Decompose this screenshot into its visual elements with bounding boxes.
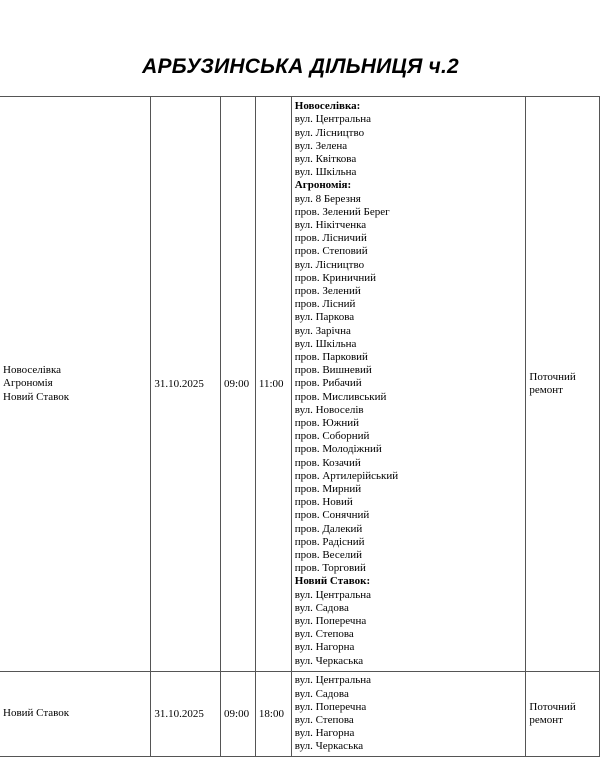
work-type-line: Поточний	[529, 700, 576, 713]
work-type-line: ремонт	[529, 384, 563, 396]
street-item: пров. Артилерійський	[294, 469, 399, 482]
settlement-name: Агрономія	[3, 377, 53, 390]
page-title: АРБУЗИНСЬКА ДІЛЬНИЦЯ ч.2	[142, 55, 459, 78]
street-item: пров. Молодіжний	[294, 443, 382, 456]
street-item: вул. Поперечна	[294, 615, 367, 628]
street-item: пров. Вишневий	[294, 364, 372, 377]
street-item: вул. Степова	[294, 714, 354, 726]
street-item: вул. Поперечна	[294, 700, 367, 713]
street-item: пров. Лісний	[294, 298, 356, 311]
street-item: пров. Веселий	[294, 549, 363, 562]
settlements-cell	[0, 672, 151, 757]
end-time-cell: 11:00	[255, 97, 291, 672]
settlements-cell	[0, 97, 151, 672]
work-type-line: Поточний	[529, 370, 576, 383]
street-item: вул. Паркова	[294, 311, 355, 324]
street-item: пров. Радісний	[294, 535, 365, 548]
street-item: вул. Квіткова	[294, 152, 357, 165]
street-item: пров. Рибачий	[294, 377, 362, 390]
street-item: вул. Центральна	[294, 588, 371, 601]
settlement-group-heading: Агрономія:	[294, 179, 352, 192]
street-item: пров. Лісничий	[294, 232, 367, 245]
street-item: пров. Новий	[294, 496, 353, 509]
table-row	[0, 672, 600, 757]
street-item: вул. Лісництво	[294, 126, 365, 139]
settlement-name: Новий Ставок	[3, 707, 70, 720]
settlement-group-heading: Новоселівка:	[294, 100, 361, 113]
street-item: пров. Далекий	[294, 522, 363, 535]
street-item: вул. Шкільна	[294, 337, 357, 350]
settlement-name: Новоселівка	[3, 364, 62, 377]
street-item: вул. Зарічна	[294, 324, 351, 337]
street-item: вул. Степова	[294, 628, 354, 641]
end-time-cell: 18:00	[255, 672, 291, 757]
street-item: пров. Парковий	[294, 350, 368, 363]
street-item: вул. Садова	[294, 687, 349, 700]
street-item: вул. Зелена	[294, 139, 348, 152]
start-time-cell: 09:00	[221, 672, 256, 757]
start-time-cell: 09:00	[221, 97, 256, 672]
street-item: пров. Южний	[294, 417, 360, 429]
street-item: вул. Нагорна	[294, 641, 355, 654]
street-item: пров. Зелений	[294, 284, 361, 297]
street-item: пров. Зелений Берег	[294, 205, 390, 218]
work-type-cell	[526, 97, 600, 672]
outage-schedule-table	[0, 96, 600, 757]
street-item: пров. Степовий	[294, 245, 368, 258]
settlement-group-heading: Новий Ставок:	[294, 575, 371, 588]
table-row	[0, 97, 600, 672]
street-item: вул. Черкаська	[294, 740, 364, 753]
street-item: пров. Сонячний	[294, 509, 370, 522]
streets-cell	[291, 97, 526, 672]
settlement-name: Новий Ставок	[3, 390, 70, 403]
work-type-line: ремонт	[529, 714, 563, 726]
date-cell: 31.10.2025	[151, 672, 221, 757]
streets-cell	[291, 672, 526, 757]
street-item: вул. Черкаська	[294, 654, 364, 667]
street-item: вул. Нагорна	[294, 727, 355, 740]
street-item: пров. Торговий	[294, 562, 366, 575]
street-item: вул. Садова	[294, 601, 349, 614]
street-item: пров. Мирний	[294, 483, 362, 496]
street-item: вул. Центральна	[294, 113, 371, 126]
street-item: пров. Соборний	[294, 430, 370, 443]
street-item: вул. Нікітченка	[294, 218, 367, 231]
street-item: вул. Шкільна	[294, 166, 357, 179]
street-item: вул. 8 Березня	[294, 192, 361, 205]
street-item: пров. Криничний	[294, 271, 377, 284]
street-item: вул. Центральна	[294, 674, 371, 687]
street-item: пров. Козачий	[294, 456, 361, 469]
street-item: пров. Мисливський	[294, 390, 387, 403]
work-type-cell	[526, 672, 600, 757]
date-cell: 31.10.2025	[151, 97, 221, 672]
street-item: вул. Новоселів	[294, 403, 364, 416]
street-item: вул. Лісництво	[294, 258, 365, 271]
